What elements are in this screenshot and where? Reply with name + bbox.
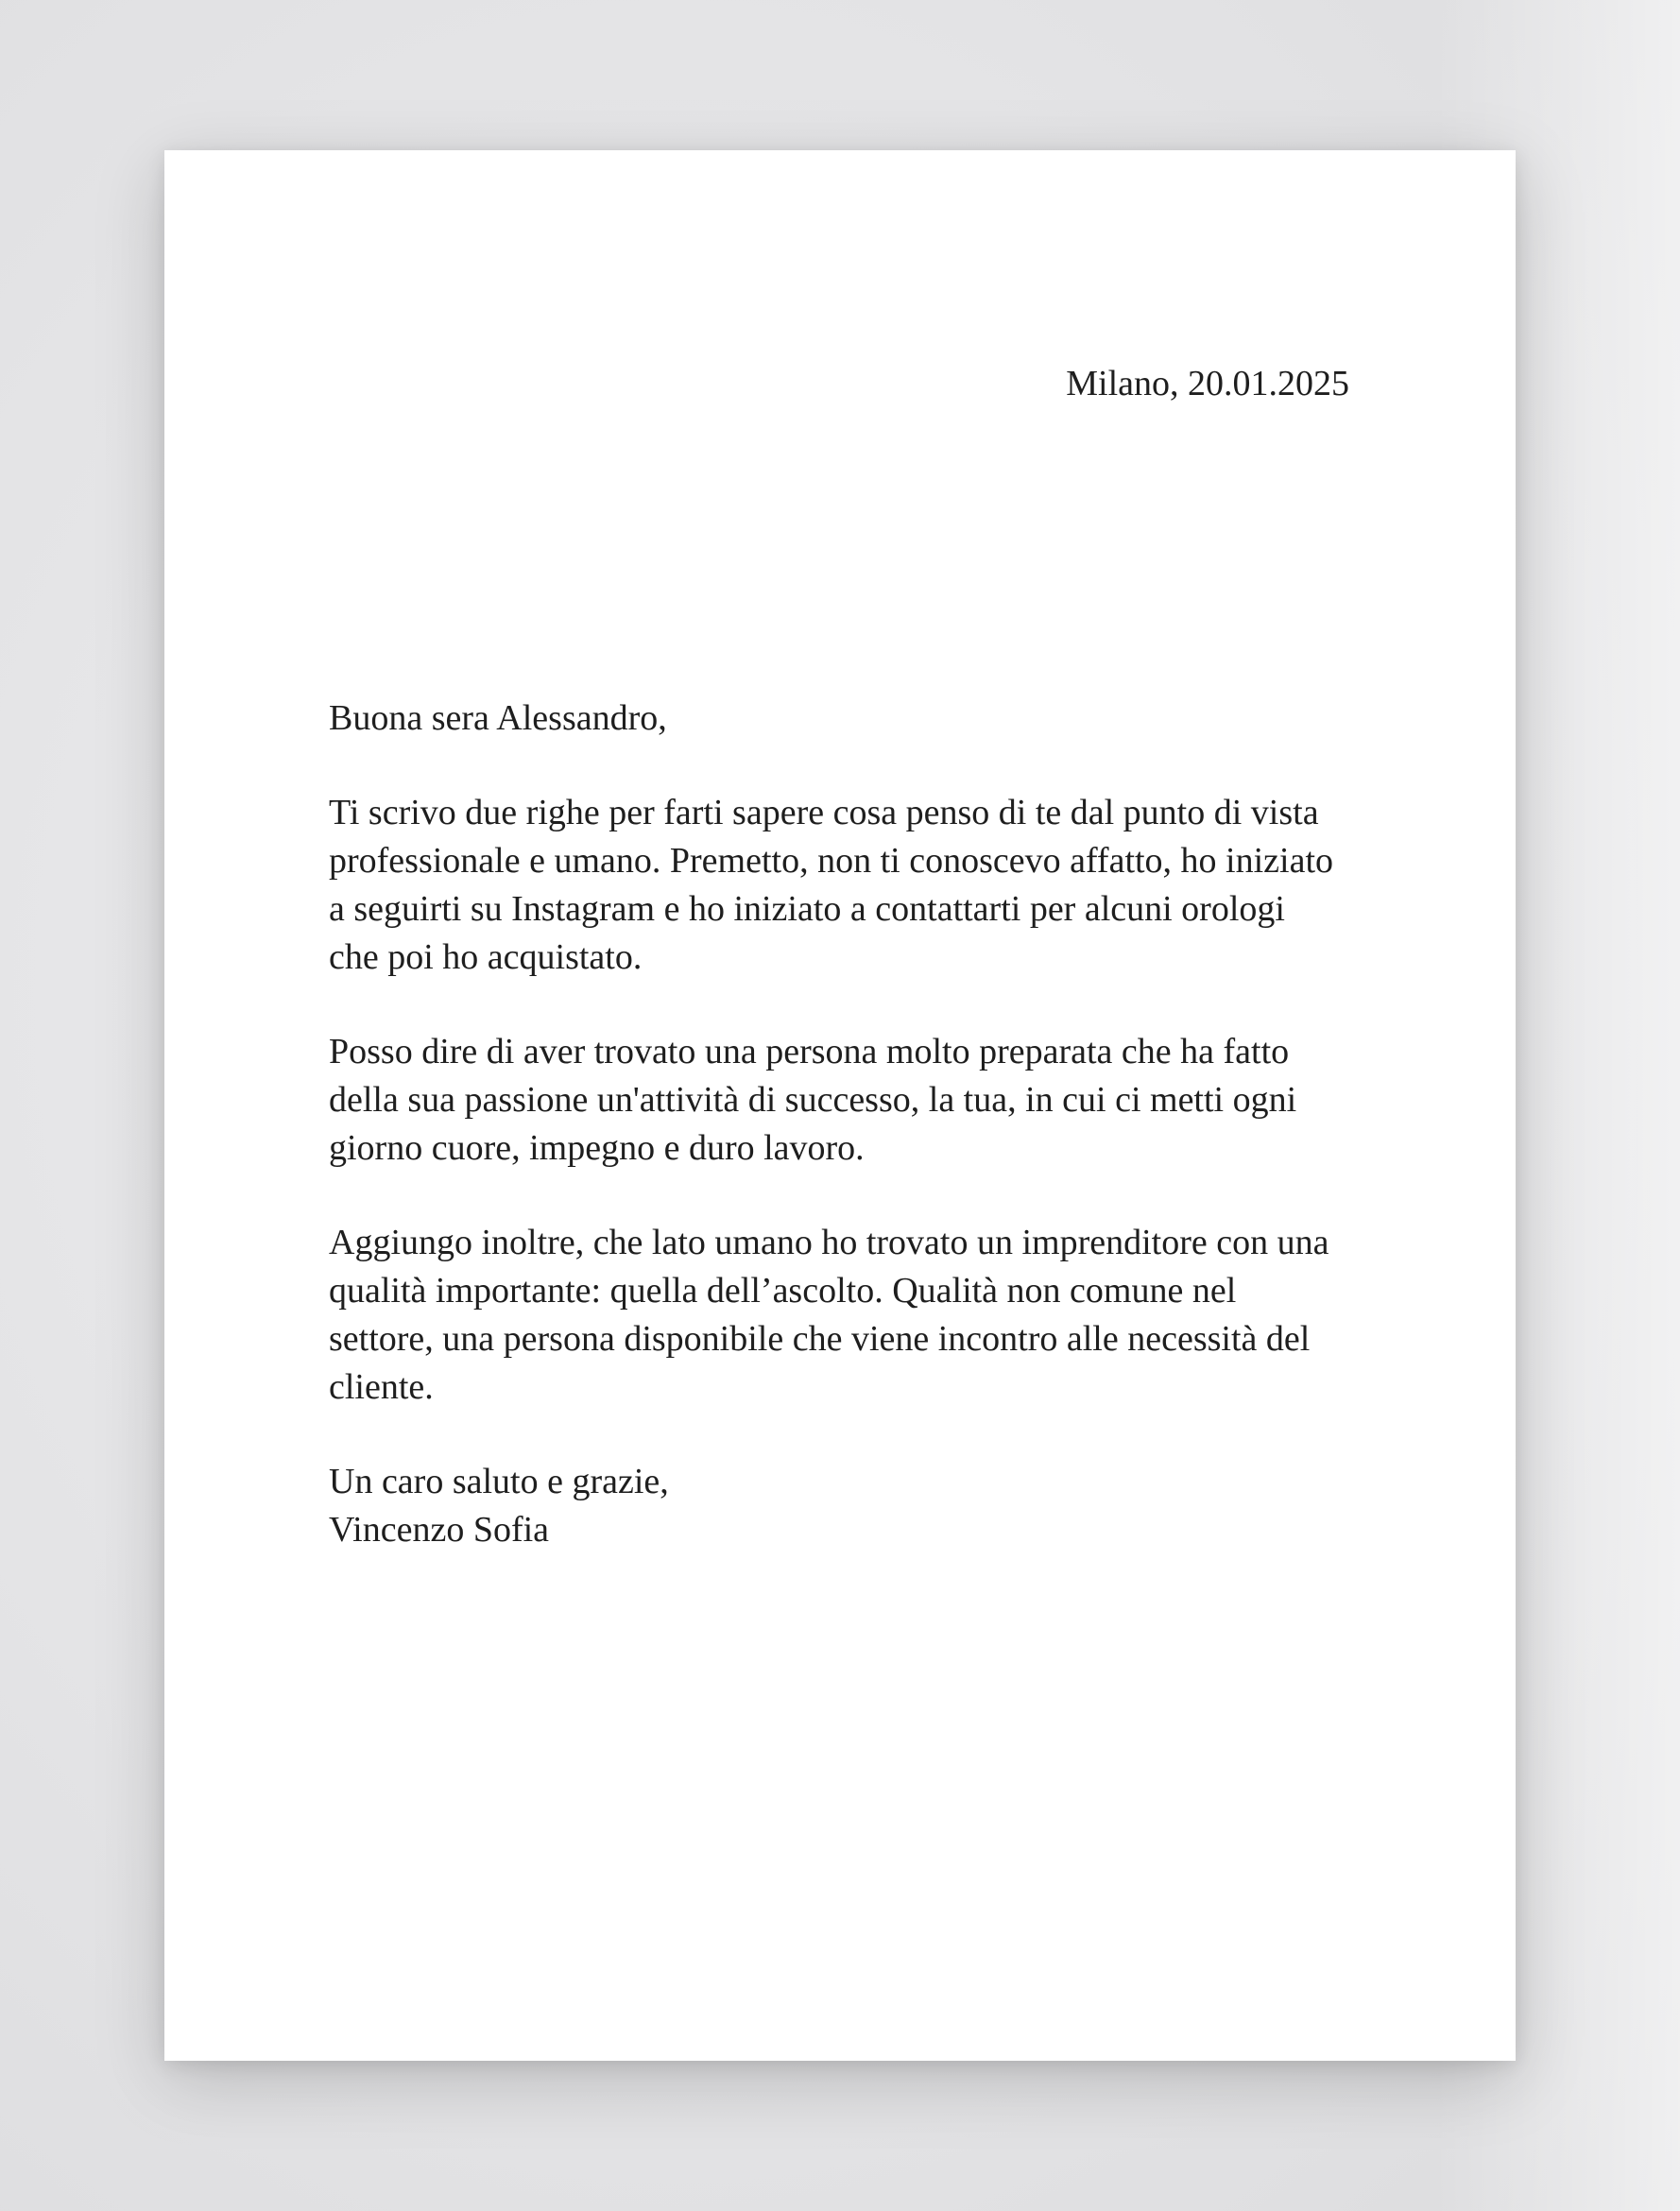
paragraph-line: professionale e umano. Premetto, non ti conoscevo affatto, ho iniziato xyxy=(329,841,1334,881)
letter-greeting xyxy=(329,694,1378,743)
paragraph-line: giorno cuore, impegno e duro lavoro. xyxy=(329,1128,865,1168)
letter-closing xyxy=(329,1458,1378,1554)
signature-name: Vincenzo Sofia xyxy=(329,1510,550,1550)
paragraph-line: che poi ho acquistato. xyxy=(329,937,643,977)
paragraph-line: Aggiungo inoltre, che lato umano ho trovato un imprenditore con una xyxy=(329,1223,1329,1262)
greeting-line: Buona sera Alessandro, xyxy=(329,698,667,738)
letter-date: Milano, 20.01.2025 xyxy=(1066,364,1349,403)
paragraph-line: qualità importante: quella dell’ascolto. Qualità non comune nel xyxy=(329,1271,1237,1311)
letter-paragraph-2 xyxy=(329,1028,1378,1173)
letter-sheet xyxy=(164,150,1516,2061)
closing-line: Un caro saluto e grazie, xyxy=(329,1462,669,1501)
letter-paragraph-3 xyxy=(329,1219,1378,1412)
letter-body xyxy=(329,694,1378,1554)
paragraph-line: della sua passione un'attività di successo, la tua, in cui ci metti ogni xyxy=(329,1080,1297,1120)
paragraph-line: cliente. xyxy=(329,1367,434,1407)
paragraph-line: a seguirti su Instagram e ho iniziato a contattarti per alcuni orologi xyxy=(329,889,1285,929)
paragraph-line: Ti scrivo due righe per farti sapere cosa penso di te dal punto di vista xyxy=(329,793,1319,832)
paragraph-line: settore, una persona disponibile che viene incontro alle necessità del xyxy=(329,1319,1311,1359)
paragraph-line: Posso dire di aver trovato una persona molto preparata che ha fatto xyxy=(329,1032,1290,1071)
letter-paragraph-1 xyxy=(329,789,1378,982)
